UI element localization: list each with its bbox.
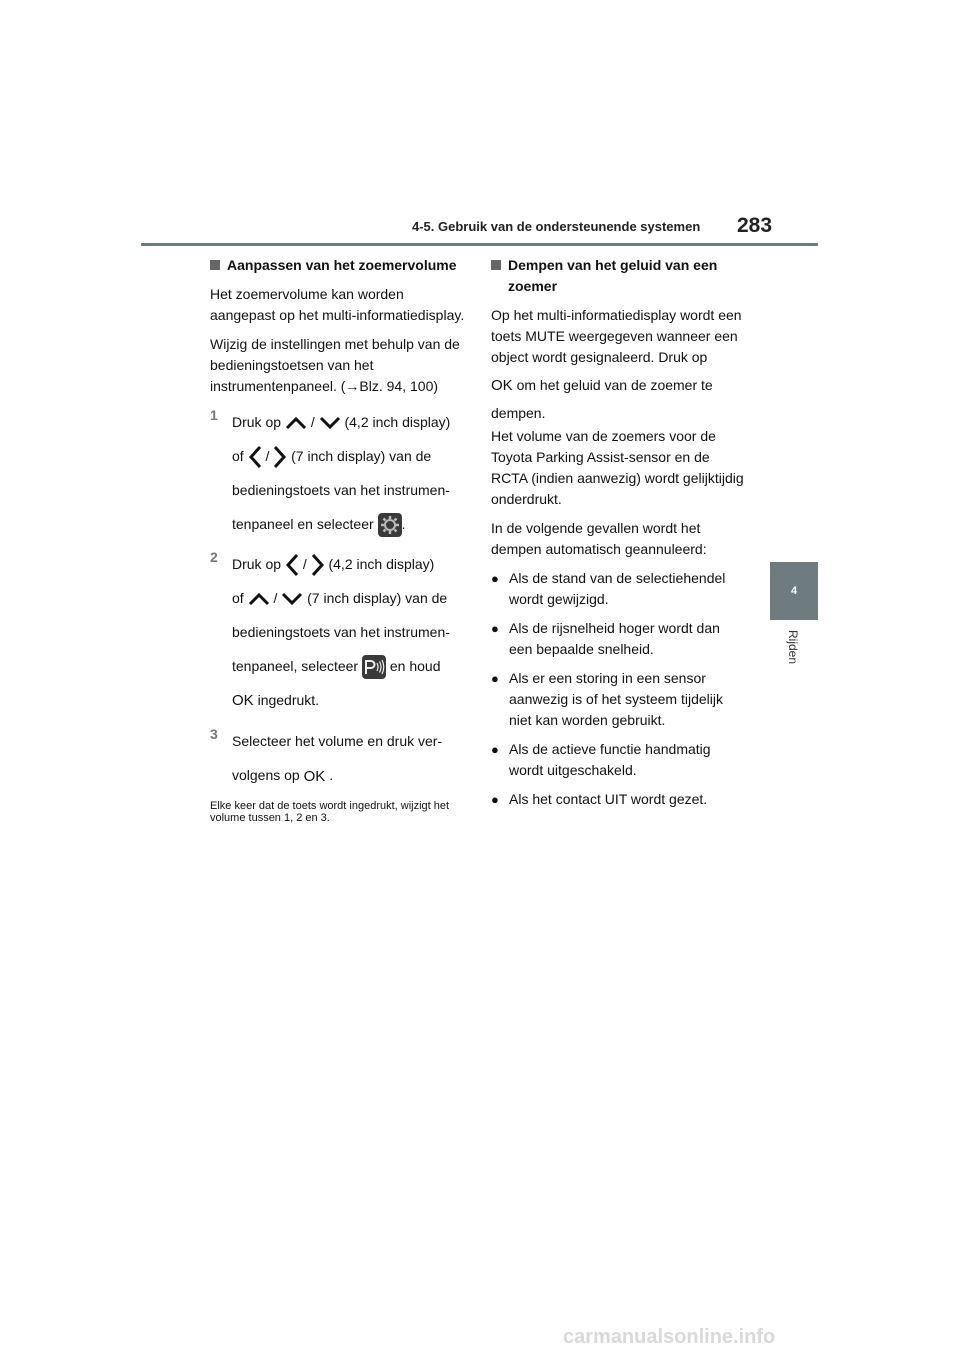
list-item — [491, 618, 746, 660]
left-column — [210, 255, 465, 824]
paragraph: dempen. — [491, 405, 546, 422]
step-text: Selecteer het volume en druk ver- — [232, 733, 443, 750]
chevron-right-icon — [311, 553, 325, 577]
header-rule — [141, 243, 818, 246]
header-title: 4-5. Gebruik van de ondersteunende systemen — [412, 219, 701, 234]
list-item-text: Als de actieve functie handmatig wordt uitgeschakeld. — [509, 741, 711, 779]
chapter-label — [780, 630, 808, 690]
paragraph: Het zoemervolume kan worden aangepast op het multi-informatiedisplay. — [210, 286, 465, 323]
step-text: tenpaneel, selecteer — [232, 658, 359, 674]
step-text: bedieningstoets van het instrumen- — [232, 482, 450, 498]
heading-square-icon — [491, 260, 501, 270]
step-number: 2 — [210, 549, 218, 565]
heading-square-icon — [210, 260, 220, 270]
step-1 — [210, 405, 465, 541]
chevron-left-icon — [248, 445, 262, 469]
step-2 — [210, 547, 465, 718]
right-column — [491, 255, 746, 818]
ok-button-icon: OK — [491, 377, 513, 395]
step-text: / — [310, 414, 315, 430]
step-number: 3 — [210, 726, 218, 743]
step-text: tenpaneel en selecteer — [232, 516, 374, 532]
chevron-down-icon — [281, 592, 303, 606]
list-item-text: Als de stand van de selectiehendel wordt gewijzigd. — [509, 570, 726, 608]
step-text: (4,2 inch display) — [344, 414, 451, 430]
step-text: / — [302, 556, 307, 572]
step-text: Druk op — [232, 414, 282, 430]
chevron-down-icon — [319, 416, 341, 430]
list-item-text: Als het contact UIT wordt gezet. — [509, 791, 708, 808]
heading-text: Dempen van het geluid van een zoemer — [508, 257, 718, 294]
step-text: ingedrukt. — [257, 692, 320, 708]
step-text: bedieningstoets van het instrumen- — [232, 624, 450, 640]
chevron-left-icon — [285, 553, 299, 577]
chevron-up-icon — [285, 416, 307, 430]
watermark: carmanualsonline.info — [563, 1326, 776, 1348]
list-item — [491, 668, 746, 731]
step-text: en houd — [389, 658, 441, 674]
list-item — [491, 739, 746, 781]
step-text: Druk op — [232, 556, 282, 572]
ok-button-icon: OK — [232, 692, 254, 710]
chapter-tab[interactable]: 4 — [770, 562, 818, 620]
step-text: (7 inch display) van de — [291, 448, 432, 464]
bullet-dot-icon: ● — [491, 671, 499, 687]
chapter-label-text: Rijden — [786, 630, 800, 665]
step-text: (7 inch display) van de — [307, 590, 448, 606]
step-number: 1 — [210, 407, 218, 423]
section-heading-mute — [491, 255, 746, 297]
list-item-text: Als er een storing in een sensor aanwezig is of het systeem tijdelijk niet kan worden gebruikt. — [509, 670, 723, 729]
list-item — [491, 568, 746, 610]
chevron-right-icon — [273, 445, 287, 469]
paragraph: Het volume van de zoemers voor de Toyota Parking Assist-sensor en de RCTA (indien aanwezig) wordt gelijktijdig onderdrukt. — [491, 428, 744, 508]
step-text: of — [232, 590, 244, 606]
heading-text: Aanpassen van het zoemervolume — [227, 257, 457, 273]
ok-button-icon: OK — [303, 767, 326, 785]
settings-gear-icon — [378, 513, 402, 537]
step-text: / — [273, 590, 278, 606]
page-number: 283 — [737, 214, 773, 237]
list-item — [491, 789, 746, 810]
step-3 — [210, 724, 465, 793]
chevron-up-icon — [248, 592, 270, 606]
step-text: . — [329, 767, 334, 784]
bullet-dot-icon: ● — [491, 742, 499, 758]
parking-sensor-icon — [362, 655, 386, 679]
step-text: of — [232, 448, 244, 464]
bullet-dot-icon: ● — [491, 571, 499, 587]
paragraph: In de volgende gevallen wordt het dempen automatisch geannuleerd: — [491, 520, 707, 558]
step-text: (4,2 inch display) — [328, 556, 435, 572]
step-text: . — [401, 516, 406, 532]
step-text: / — [265, 448, 270, 464]
paragraph: Op het multi-informatiedisplay wordt een toets MUTE weergegeven wanneer een object wordt gesignaleerd. Druk op — [491, 307, 742, 365]
bullet-dot-icon: ● — [491, 621, 499, 637]
bullet-dot-icon: ● — [491, 792, 499, 808]
section-heading-volume — [210, 255, 465, 276]
note-text: Elke keer dat de toets wordt ingedrukt, wijzigt het volume tussen 1, 2 en 3. — [210, 799, 450, 824]
step-text: volgens op — [232, 767, 300, 784]
paragraph: Wijzig de instellingen met behulp van de bedieningstoetsen van het instrumentenpaneel. (→Blz. 94, 100) — [210, 336, 460, 394]
paragraph: om het geluid van de zoemer te — [516, 377, 713, 393]
list-item-text: Als de rijsnelheid hoger wordt dan een bepaalde snelheid. — [509, 620, 720, 658]
